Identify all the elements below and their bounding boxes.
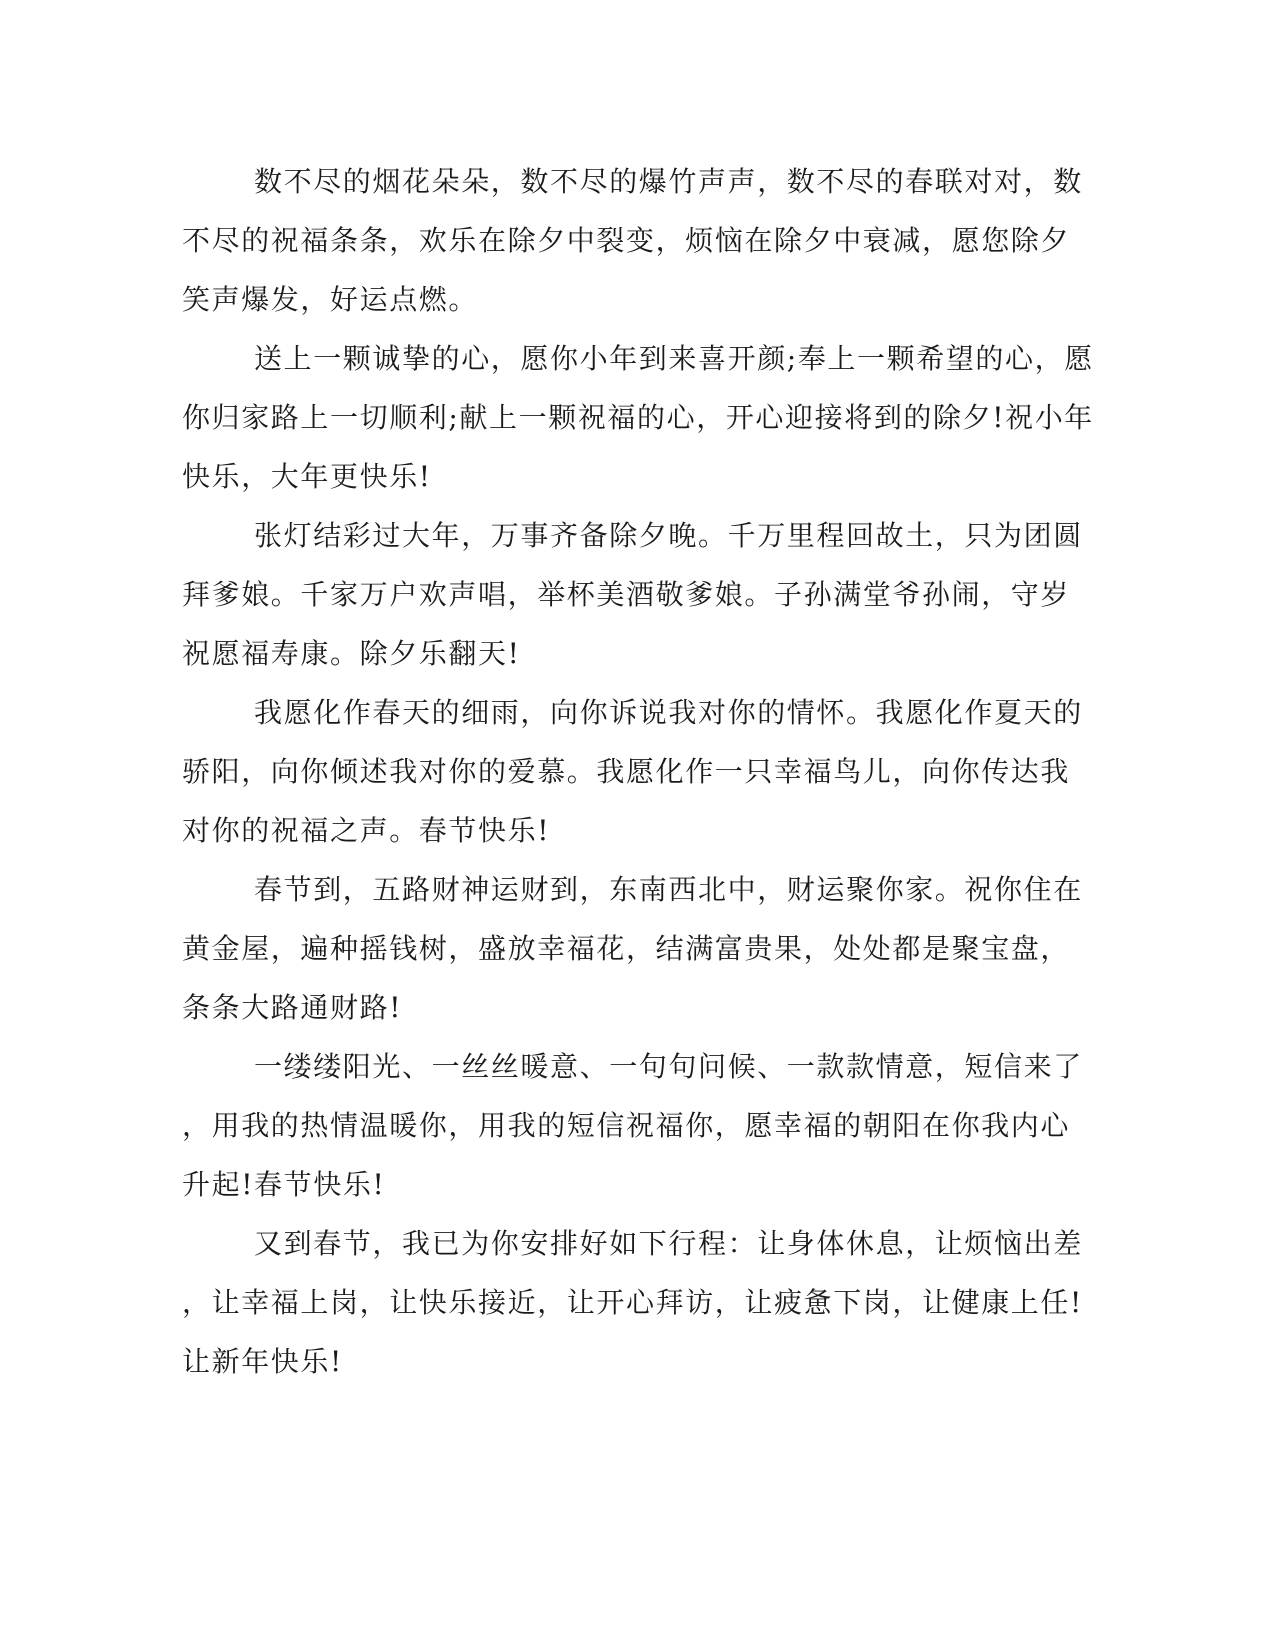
paragraph-line: 黄金屋，遍种摇钱树，盛放幸福花，结满富贵果，处处都是聚宝盘，	[182, 932, 1071, 965]
paragraph-line: 让新年快乐!	[182, 1345, 343, 1378]
paragraph-line: ，让幸福上岗，让快乐接近，让开心拜访，让疲惫下岗，让健康上任!	[182, 1286, 1083, 1319]
paragraph-line: 送上一颗诚挚的心，愿你小年到来喜开颜;奉上一颗希望的心，愿	[254, 342, 1094, 375]
paragraph-sunshine-message	[182, 1037, 1083, 1214]
paragraph-xiaonian-blessing	[182, 329, 1094, 506]
paragraph-line: 数不尽的烟花朵朵，数不尽的爆竹声声，数不尽的春联对对，数	[254, 165, 1083, 198]
paragraph-line: 一缕缕阳光、一丝丝暖意、一句句问候、一款款情意，短信来了	[254, 1050, 1083, 1083]
paragraph-line: ，用我的热情温暖你，用我的短信祝福你，愿幸福的朝阳在你我内心	[182, 1109, 1071, 1142]
paragraph-line: 不尽的祝福条条，欢乐在除夕中裂变，烦恼在除夕中衰减，愿您除夕	[182, 224, 1071, 257]
paragraph-line: 又到春节，我已为你安排好如下行程：让身体休息，让烦恼出差	[254, 1227, 1083, 1260]
paragraph-line: 笑声爆发，好运点燃。	[182, 283, 479, 316]
paragraph-line: 骄阳，向你倾述我对你的爱慕。我愿化作一只幸福鸟儿，向你传达我	[182, 755, 1071, 788]
paragraph-fireworks-blessing	[182, 152, 1083, 329]
paragraph-line: 对你的祝福之声。春节快乐!	[182, 814, 551, 847]
paragraph-line: 我愿化作春天的细雨，向你诉说我对你的情怀。我愿化作夏天的	[254, 696, 1083, 729]
paragraph-line: 张灯结彩过大年，万事齐备除夕晚。千万里程回故土，只为团圆	[254, 519, 1083, 552]
paragraph-fortune-wish	[182, 860, 1083, 1037]
paragraph-line: 条条大路通财路!	[182, 991, 403, 1024]
paragraph-line: 升起!春节快乐!	[182, 1168, 386, 1201]
paragraph-new-year-eve-reunion	[182, 506, 1083, 683]
paragraph-holiday-itinerary	[182, 1214, 1083, 1391]
paragraph-line: 春节到，五路财神运财到，东南西北中，财运聚你家。祝你住在	[254, 873, 1083, 906]
paragraph-seasons-wish	[182, 683, 1083, 860]
paragraph-line: 快乐，大年更快乐!	[182, 460, 432, 493]
paragraph-line: 祝愿福寿康。除夕乐翻天!	[182, 637, 521, 670]
paragraph-line: 拜爹娘。千家万户欢声唱，举杯美酒敬爹娘。子孙满堂爷孙闹，守岁	[182, 578, 1071, 611]
paragraph-line: 你归家路上一切顺利;献上一颗祝福的心，开心迎接将到的除夕!祝小年	[182, 401, 1094, 434]
